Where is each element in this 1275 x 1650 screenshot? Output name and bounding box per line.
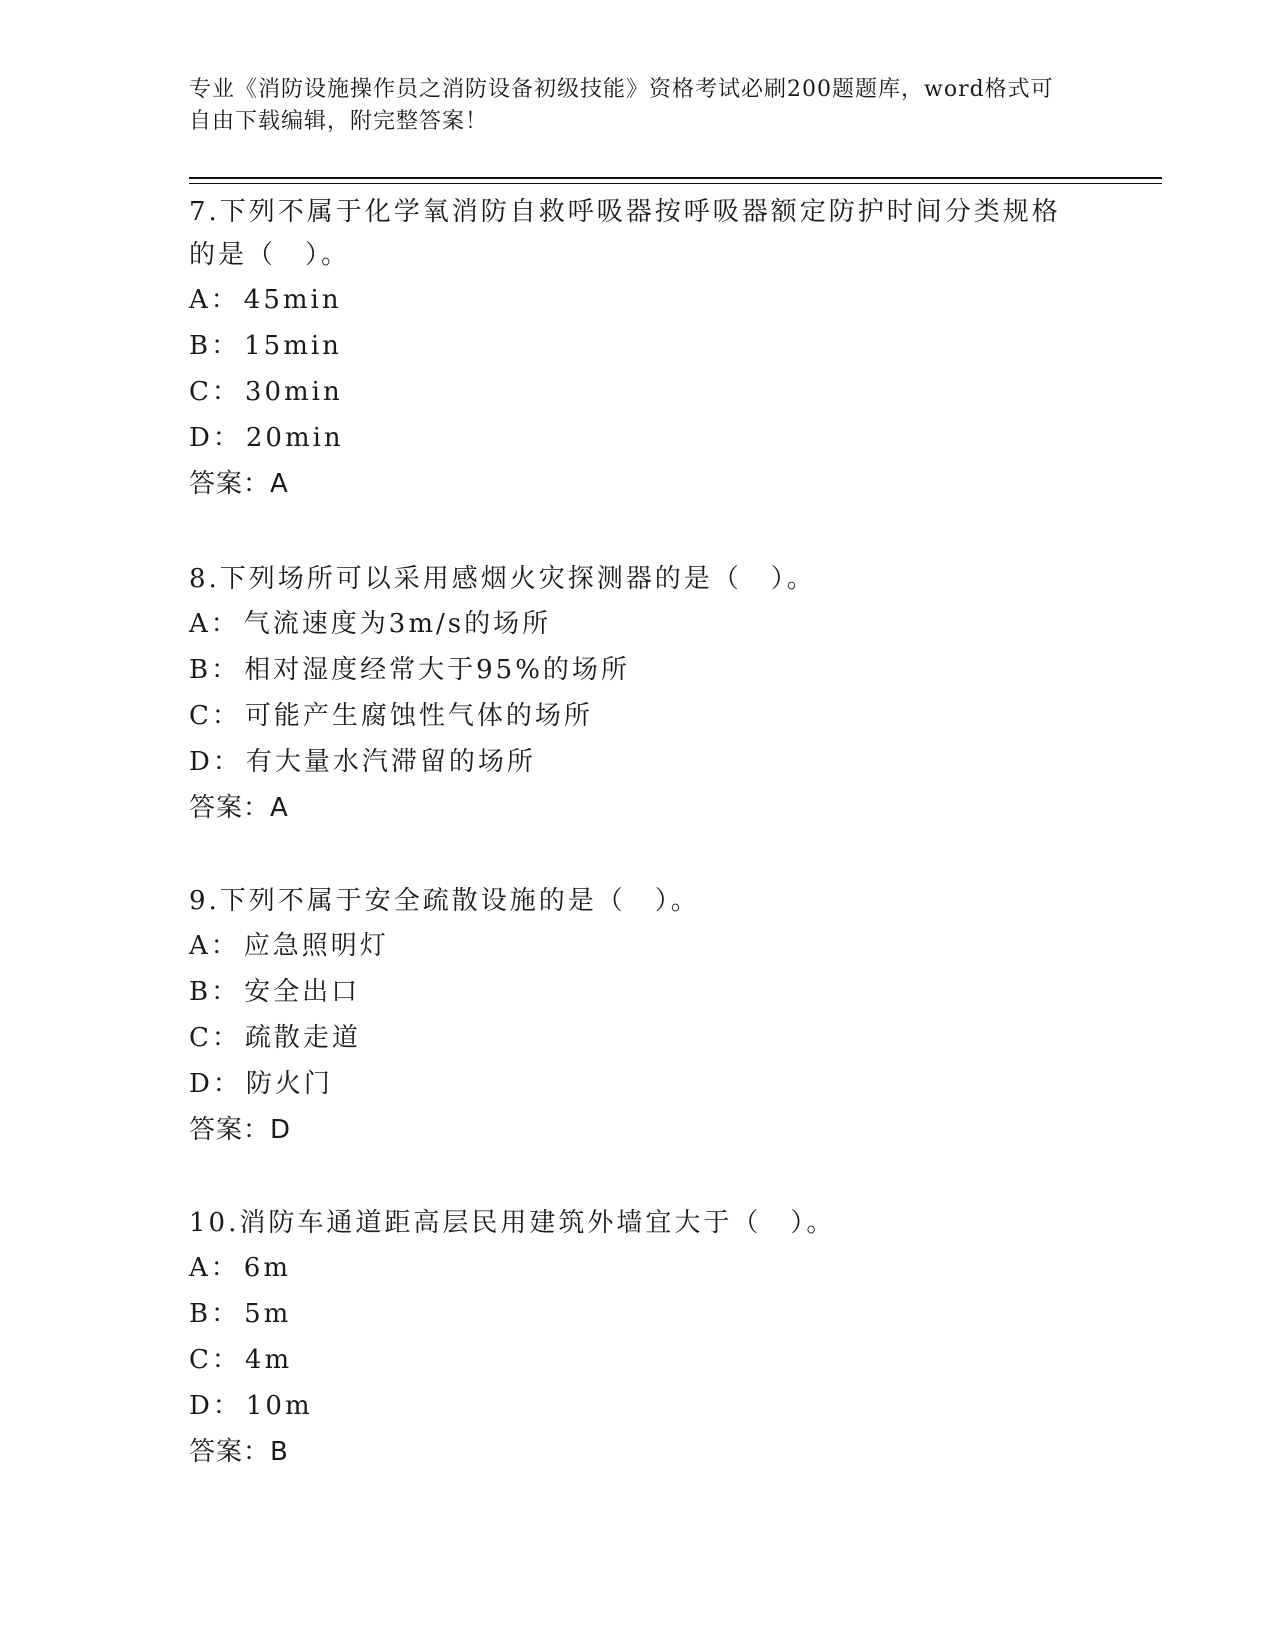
question-stem bbox=[189, 563, 1089, 596]
option-c bbox=[189, 1344, 1089, 1377]
option-key: A： bbox=[189, 931, 240, 961]
option-key: A： bbox=[189, 1253, 240, 1283]
option-b bbox=[189, 654, 1089, 687]
option-text: 30min bbox=[244, 377, 343, 407]
option-a bbox=[189, 930, 1089, 963]
option-key: B： bbox=[189, 655, 241, 685]
option-key: C： bbox=[189, 1345, 241, 1375]
option-key: D： bbox=[189, 1069, 242, 1099]
option-key: B： bbox=[189, 331, 241, 361]
answer-line: 答案：D bbox=[189, 1115, 292, 1145]
answer-line: 答案：A bbox=[189, 469, 289, 499]
option-b bbox=[189, 330, 1089, 363]
option-text: 45min bbox=[243, 285, 342, 315]
option-d bbox=[189, 422, 1089, 455]
question-stem bbox=[189, 885, 1089, 918]
header-divider-thick bbox=[189, 177, 1162, 179]
option-key: C： bbox=[189, 701, 241, 731]
option-text: 5m bbox=[244, 1299, 292, 1329]
question-stem bbox=[189, 196, 1089, 272]
question-item bbox=[189, 1207, 1089, 1469]
option-text: 疏散走道 bbox=[244, 1023, 361, 1053]
question-stem-line: 9.下列不属于安全疏散设施的是（ ）。 bbox=[189, 886, 700, 916]
option-c bbox=[189, 700, 1089, 733]
question-item bbox=[189, 563, 1089, 825]
option-text: 15min bbox=[244, 331, 342, 361]
option-key: B： bbox=[189, 977, 241, 1007]
option-a bbox=[189, 1252, 1089, 1285]
question-stem-line: 7.下列不属于化学氧消防自救呼吸器按呼吸器额定防护时间分类规格 bbox=[189, 197, 1061, 227]
option-key: C： bbox=[189, 1023, 241, 1053]
question-stem-line: 8.下列场所可以采用感烟火灾探测器的是（ ）。 bbox=[189, 564, 816, 594]
option-text: 6m bbox=[243, 1253, 291, 1283]
option-text: 安全出口 bbox=[244, 977, 361, 1007]
option-b bbox=[189, 976, 1089, 1009]
option-key: D： bbox=[189, 423, 242, 453]
option-a bbox=[189, 284, 1089, 317]
option-c bbox=[189, 1022, 1089, 1055]
option-text: 20min bbox=[245, 423, 344, 453]
option-text: 10m bbox=[245, 1391, 313, 1421]
answer-line: 答案：B bbox=[189, 1437, 289, 1467]
option-key: D： bbox=[189, 747, 242, 777]
option-d bbox=[189, 1390, 1089, 1423]
answer-line: 答案：A bbox=[189, 793, 289, 823]
question-stem-line: 的是（ ）。 bbox=[189, 240, 351, 270]
option-text: 4m bbox=[244, 1345, 293, 1375]
option-key: D： bbox=[189, 1391, 242, 1421]
question-stem-line: 10.消防车通道距高层民用建筑外墙宜大于（ ）。 bbox=[189, 1208, 836, 1238]
question-item bbox=[189, 885, 1089, 1147]
option-d bbox=[189, 1068, 1089, 1101]
question-stem bbox=[189, 1207, 1089, 1240]
option-c bbox=[189, 376, 1089, 409]
option-key: A： bbox=[189, 285, 240, 315]
option-key: B： bbox=[189, 1299, 241, 1329]
option-key: C： bbox=[189, 377, 241, 407]
option-d bbox=[189, 746, 1089, 779]
option-text: 防火门 bbox=[245, 1069, 333, 1099]
header-divider-thin bbox=[189, 183, 1162, 184]
question-item bbox=[189, 196, 1089, 501]
option-text: 气流速度为3m/s的场所 bbox=[243, 609, 552, 639]
option-text: 应急照明灯 bbox=[243, 931, 389, 961]
option-a bbox=[189, 608, 1089, 641]
document-header: 专业《消防设施操作员之消防设备初级技能》资格考试必刷200题题库，word格式可自由下载编辑，附完整答案！ bbox=[189, 77, 1054, 134]
option-key: A： bbox=[189, 609, 240, 639]
option-text: 相对湿度经常大于95%的场所 bbox=[244, 655, 630, 685]
option-text: 可能产生腐蚀性气体的场所 bbox=[244, 701, 593, 731]
option-b bbox=[189, 1298, 1089, 1331]
option-text: 有大量水汽滞留的场所 bbox=[245, 747, 536, 777]
